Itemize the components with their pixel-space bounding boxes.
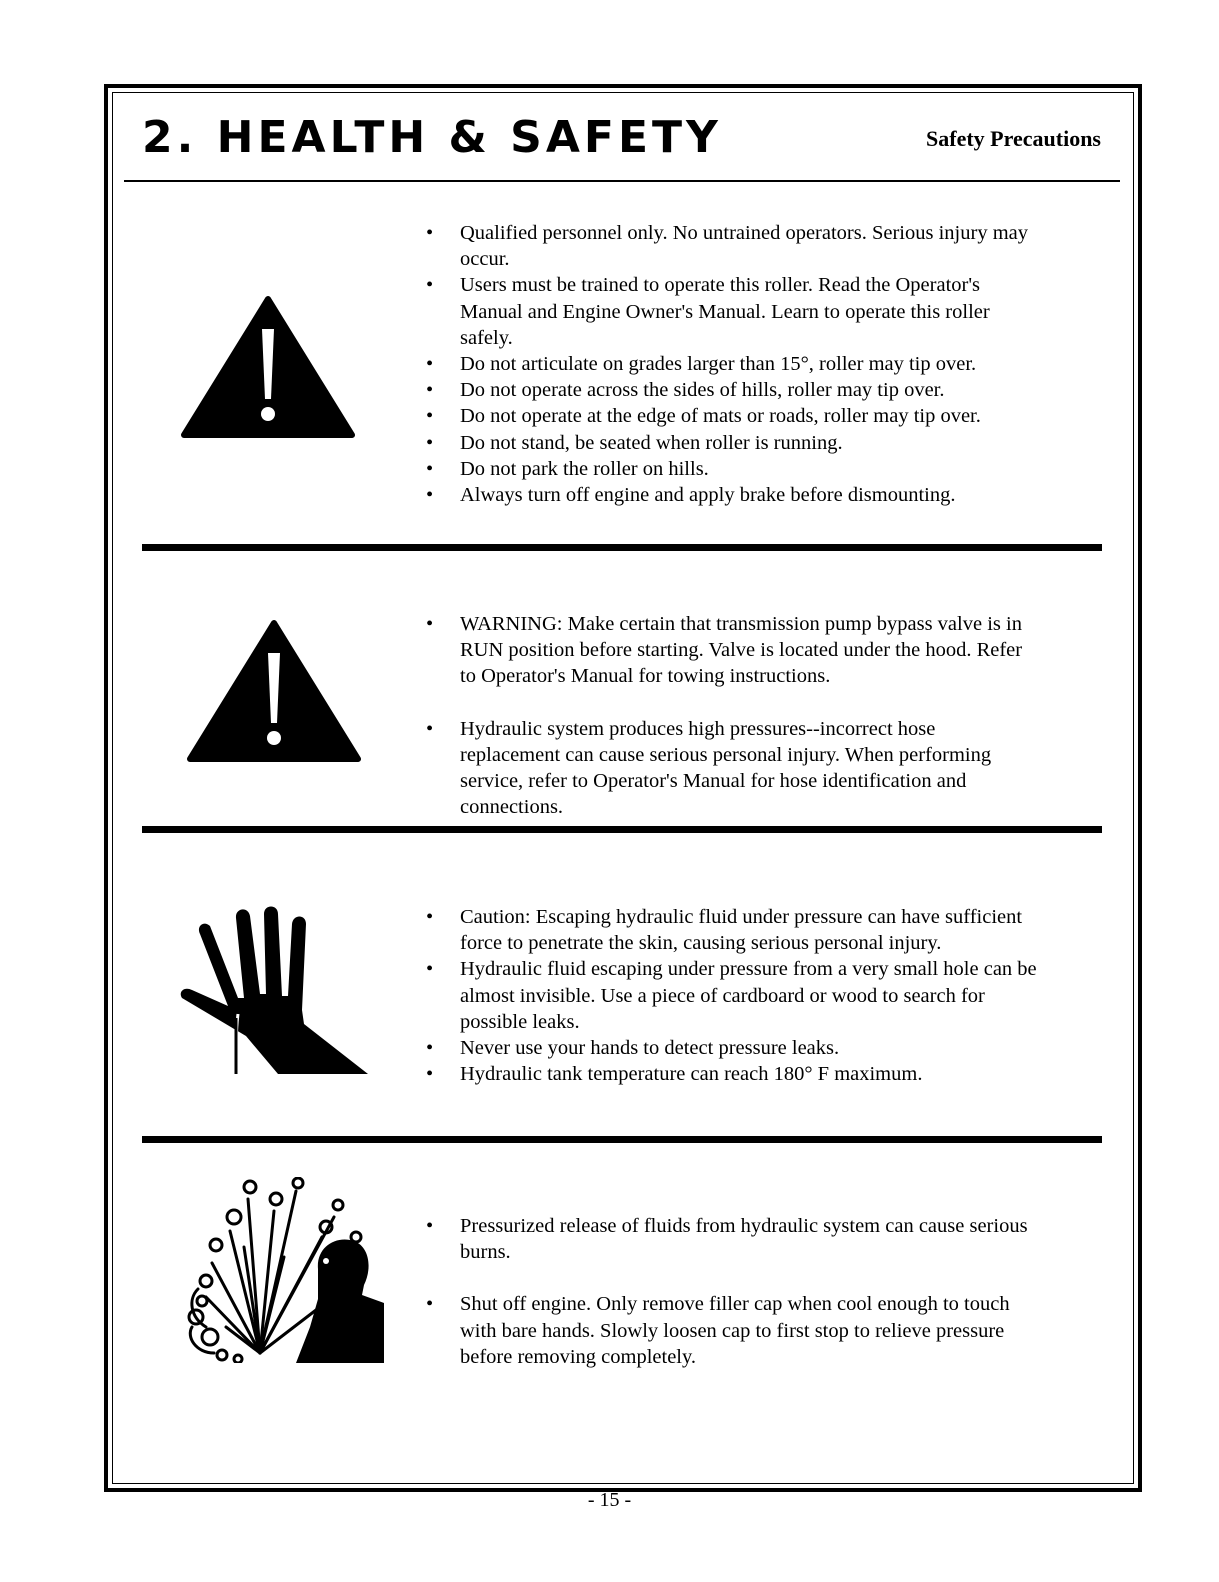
list-item: • Do not operate across the sides of hills, roller may tip over. xyxy=(420,377,1040,403)
precaution-list xyxy=(420,611,1040,820)
page-number: - 15 - xyxy=(587,1489,632,1511)
safety-section-general xyxy=(142,220,1102,530)
list-item: • Do not articulate on grades larger than 15°, roller may tip over. xyxy=(420,351,1040,377)
list-item: • Hydraulic system produces high pressures--incorrect hose replacement can cause serious personal injury. When performing service, refer to Operator's Manual for hose identification and connections. xyxy=(420,716,1040,821)
list-item: • Always turn off engine and apply brake before dismounting. xyxy=(420,482,1040,508)
section-divider xyxy=(142,1136,1102,1143)
list-item: • Users must be trained to operate this roller. Read the Operator's Manual and Engine Owner's Manual. Learn to operate this roller safely. xyxy=(420,272,1040,351)
pressurized-spray-icon xyxy=(186,1177,388,1363)
safety-section-hydraulic xyxy=(142,904,1102,1104)
hand-injection-icon xyxy=(178,906,374,1078)
safety-section-warning xyxy=(142,611,1102,819)
section-divider xyxy=(142,544,1102,551)
section-divider xyxy=(142,826,1102,833)
precaution-list xyxy=(420,904,1040,1087)
safety-section-pressure xyxy=(142,1213,1102,1413)
list-item: • Do not stand, be seated when roller is running. xyxy=(420,430,1040,456)
list-item: • Do not operate at the edge of mats or roads, roller may tip over. xyxy=(420,403,1040,429)
list-item: • WARNING: Make certain that transmission pump bypass valve is in RUN position before starting. Valve is located under the hood. Refer to Operator's Manual for towing instructions. xyxy=(420,611,1040,690)
list-item: • Hydraulic fluid escaping under pressure from a very small hole can be almost invisible. Use a piece of cardboard or wood to search for possible leaks. xyxy=(420,956,1040,1035)
precaution-list xyxy=(420,220,1040,508)
list-item: • Shut off engine. Only remove filler cap when cool enough to touch with bare hands. Slowly loosen cap to first stop to relieve pressure before removing completely. xyxy=(420,1291,1040,1370)
warning-triangle-icon xyxy=(186,619,362,764)
list-item: • Pressurized release of fluids from hydraulic system can cause serious burns. xyxy=(420,1213,1040,1265)
page-subtitle: Safety Precautions xyxy=(926,126,1101,151)
list-item: • Hydraulic tank temperature can reach 180° F maximum. xyxy=(420,1061,1040,1087)
page-title: 2. HEALTH & SAFETY xyxy=(142,112,722,163)
list-item: • Qualified personnel only. No untrained operators. Serious injury may occur. xyxy=(420,220,1040,272)
header-rule xyxy=(124,180,1120,182)
list-item: • Do not park the roller on hills. xyxy=(420,456,1040,482)
warning-triangle-icon xyxy=(180,295,356,440)
precaution-list xyxy=(420,1213,1040,1370)
list-item: • Caution: Escaping hydraulic fluid under pressure can have sufficient force to penetrate the skin, causing serious personal injury. xyxy=(420,904,1040,956)
list-item: • Never use your hands to detect pressure leaks. xyxy=(420,1035,1040,1061)
